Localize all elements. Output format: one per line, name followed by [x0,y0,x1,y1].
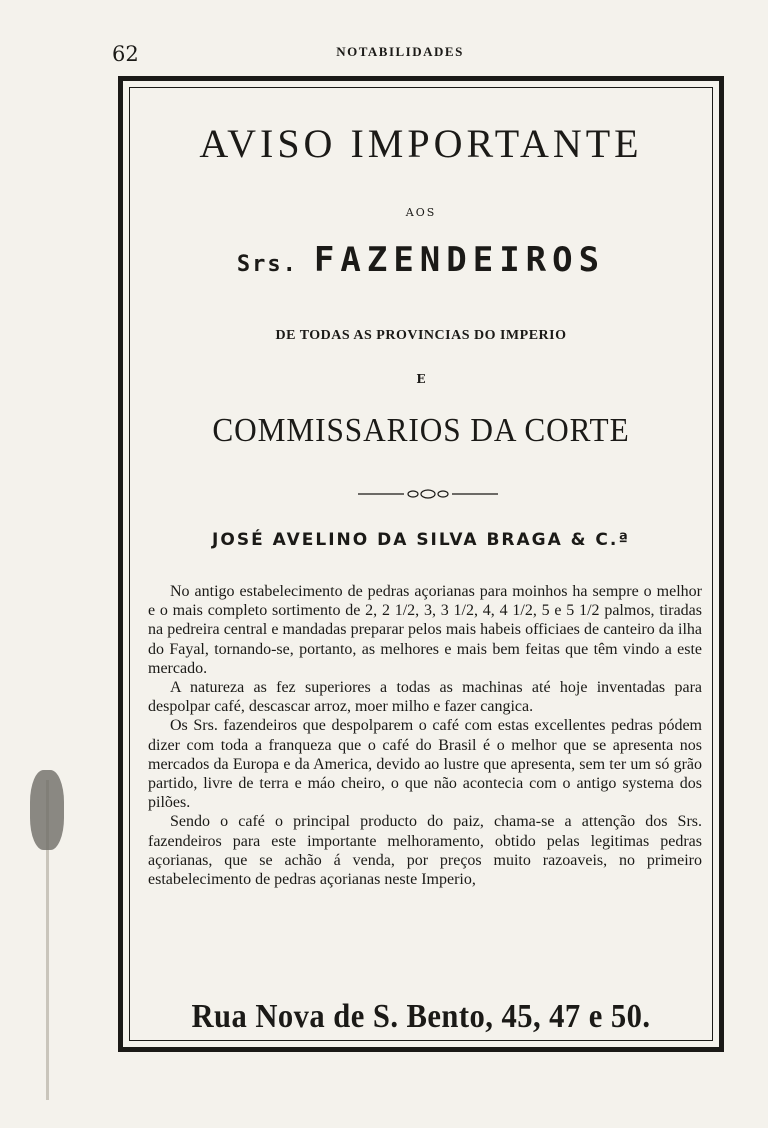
ad-commissarios: COMMISSARIOS DA CORTE [212,412,630,449]
ad-paragraph: No antigo estabelecimento de pedras açorianas para moinhos ha sempre o melhor e o mais completo sortimento de 2, 2 1/2, 3, 3 1/2, 4, 4 1/2, 5 e 5 1/2 palmos, tiradas na pedreira central e mandadas preparar pelos mais habeis officiaes de canteiro da ilha do Fayal, tornando-se, portanto, as melhores e mais bem feitas que têm vindo a este mercado. [148,583,702,677]
ad-fazendeiros: FAZENDEIROS [313,240,606,280]
ad-title: AVISO IMPORTANTE [199,121,643,166]
advertisement-inner-border [129,87,713,1041]
ad-address: Rua Nova de S. Bento, 45, 47 e 50. [191,998,651,1035]
page-number: 62 [112,42,139,66]
ad-conjunction: E [416,372,426,386]
advertisement-frame [118,76,724,1052]
ad-firm-name: JOSÉ AVELINO DA SILVA BRAGA & C.ª [212,530,630,550]
ad-fazendeiros-line [130,240,712,280]
ad-paragraph: Sendo o café o principal producto do paiz, chama-se a attenção dos Srs. fazendeiros para este importante melhoramento, obtido pelas legitimas pedras açorianas, que se achão á venda, por preços muito razoaveis, no primeiro estabelecimento de pedras açorianas neste Imperio, [148,813,702,889]
ad-body [148,582,702,889]
running-head: NOTABILIDADES [336,44,464,59]
ad-aos: AOS [405,206,437,219]
ad-provincias: DE TODAS AS PROVINCIAS DO IMPERIO [275,328,567,343]
ad-paragraph: A natureza as fez superiores a todas as machinas até hoje inventadas para despolpar café, descascar arroz, moer milho e fazer cangica. [148,679,702,716]
page-edge-blot [30,770,64,850]
ad-srs: Srs. [236,252,298,277]
ad-paragraph: Os Srs. fazendeiros que despolparem o café com estas excellentes pedras pódem dizer com toda a franqueza que o café do Brasil é o melhor que se apresenta nos mercados da Europa e da America, devido ao lustre que apresenta, sem ter um só grão partido, livre de terra e máo cheiro, o que não acontecia com o antigo systema dos pilões. [148,717,702,812]
ornament-divider-icon [358,486,498,502]
